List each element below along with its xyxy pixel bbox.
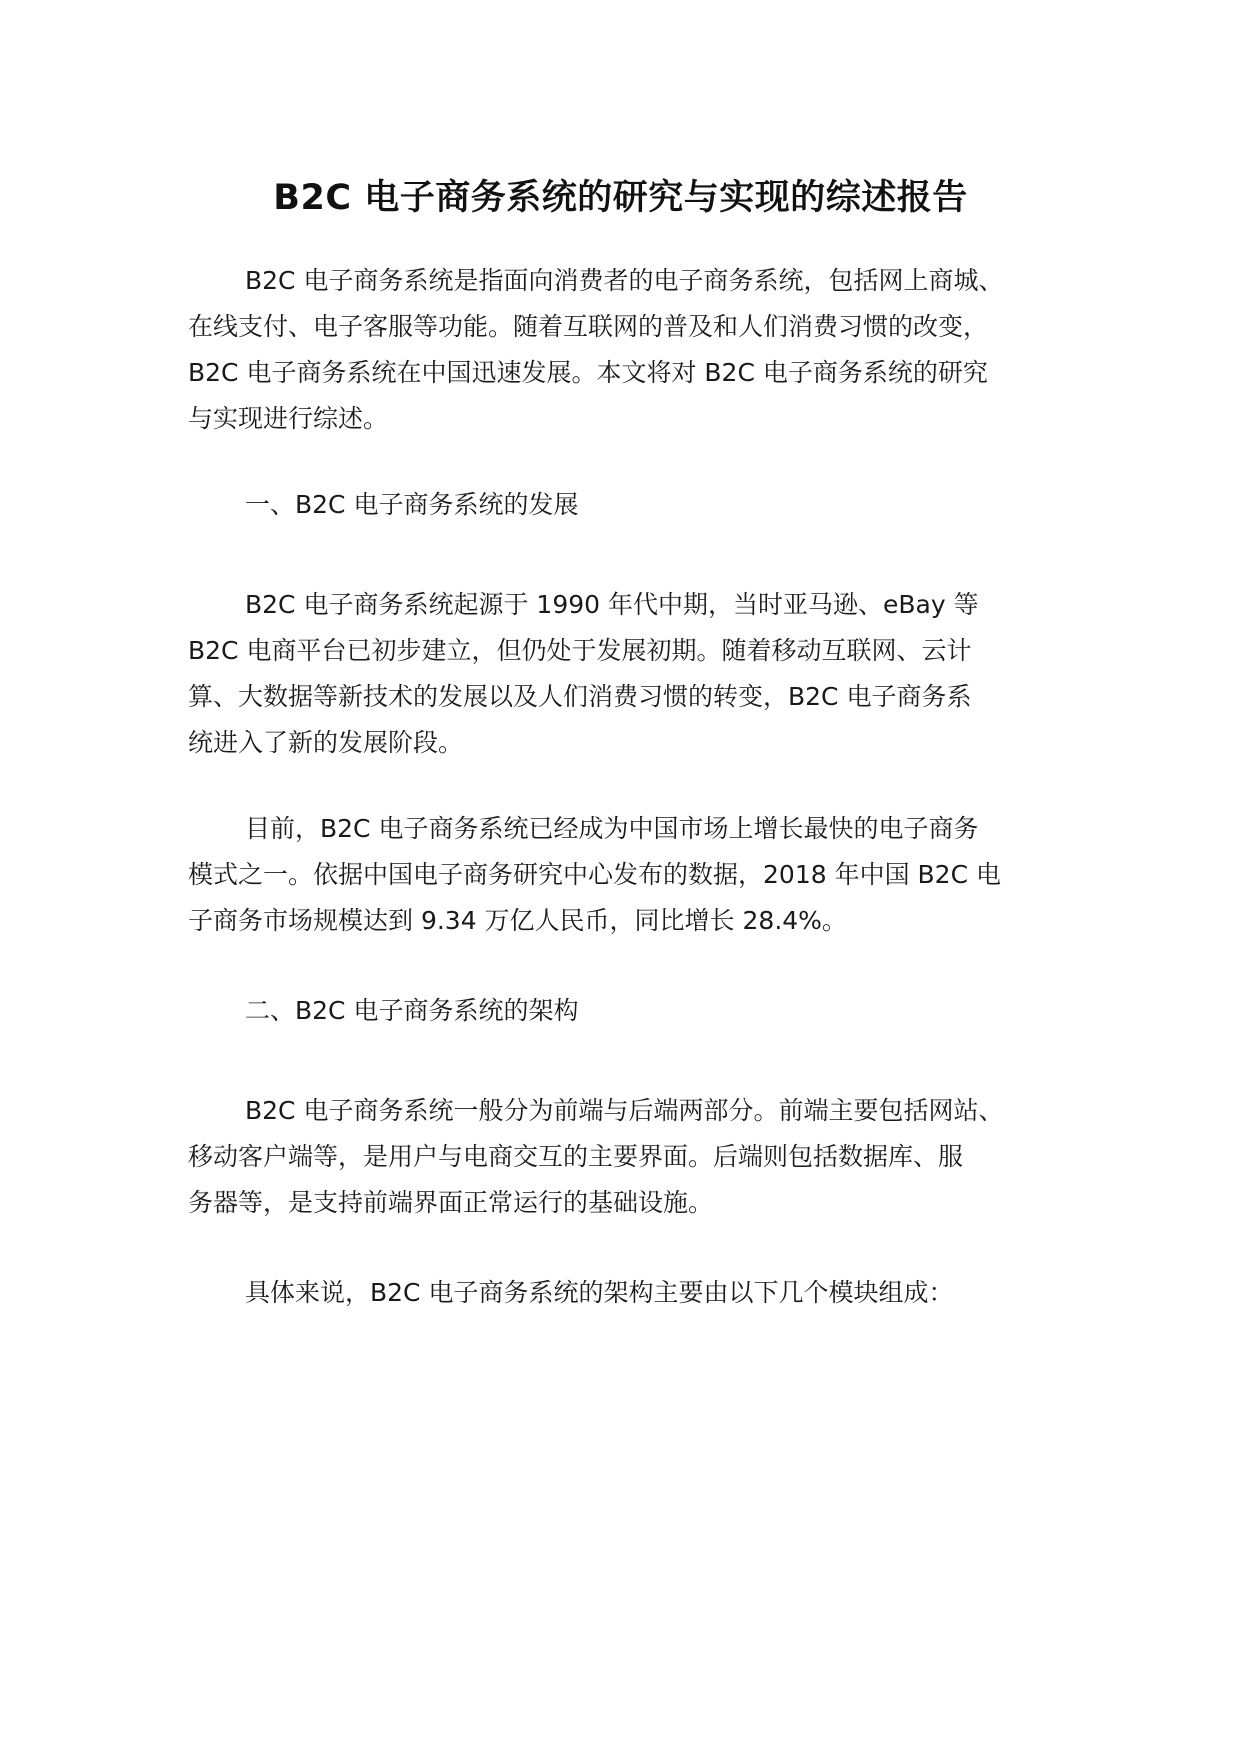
- paragraph-intro: [188, 258, 1068, 442]
- document-title: B2C 电子商务系统的研究与实现的综述报告: [273, 178, 968, 218]
- paragraph-architecture-modules: [188, 1270, 1068, 1316]
- paragraph-line: B2C 电子商务系统在中国迅速发展。本文将对 B2C 电子商务系统的研究: [188, 358, 988, 387]
- paragraph-line: 子商务市场规模达到 9.34 万亿人民币，同比增长 28.4%。: [188, 906, 847, 935]
- paragraph-line: B2C 电子商务系统起源于 1990 年代中期，当时亚马逊、eBay 等: [245, 590, 979, 619]
- paragraph-line: 统进入了新的发展阶段。: [188, 728, 464, 757]
- section-heading-architecture: [188, 988, 1068, 1034]
- section-heading-line: 二、B2C 电子商务系统的架构: [245, 996, 579, 1025]
- paragraph-line: B2C 电商平台已初步建立，但仍处于发展初期。随着移动互联网、云计: [188, 636, 972, 665]
- paragraph-architecture-overview: [188, 1088, 1068, 1226]
- section-heading-development: [188, 482, 1068, 528]
- paragraph-development-origin: [188, 582, 1068, 766]
- section-heading-line: 一、B2C 电子商务系统的发展: [245, 490, 579, 519]
- paragraph-line: 算、大数据等新技术的发展以及人们消费习惯的转变，B2C 电子商务系: [188, 682, 972, 711]
- paragraph-line: B2C 电子商务系统一般分为前端与后端两部分。前端主要包括网站、: [245, 1096, 1004, 1125]
- paragraph-line: 务器等，是支持前端界面正常运行的基础设施。: [188, 1188, 714, 1217]
- paragraph-development-current: [188, 806, 1068, 944]
- paragraph-line: 与实现进行综述。: [188, 404, 389, 433]
- paragraph-line: 模式之一。依据中国电子商务研究中心发布的数据，2018 年中国 B2C 电: [188, 860, 1001, 889]
- paragraph-line: B2C 电子商务系统是指面向消费者的电子商务系统，包括网上商城、: [245, 266, 1004, 295]
- paragraph-line: 移动客户端等，是用户与电商交互的主要界面。后端则包括数据库、服: [188, 1142, 964, 1171]
- paragraph-line: 具体来说，B2C 电子商务系统的架构主要由以下几个模块组成：: [245, 1278, 954, 1307]
- paragraph-line: 在线支付、电子客服等功能。随着互联网的普及和人们消费习惯的改变，: [188, 312, 989, 341]
- paragraph-line: 目前，B2C 电子商务系统已经成为中国市场上增长最快的电子商务: [245, 814, 979, 843]
